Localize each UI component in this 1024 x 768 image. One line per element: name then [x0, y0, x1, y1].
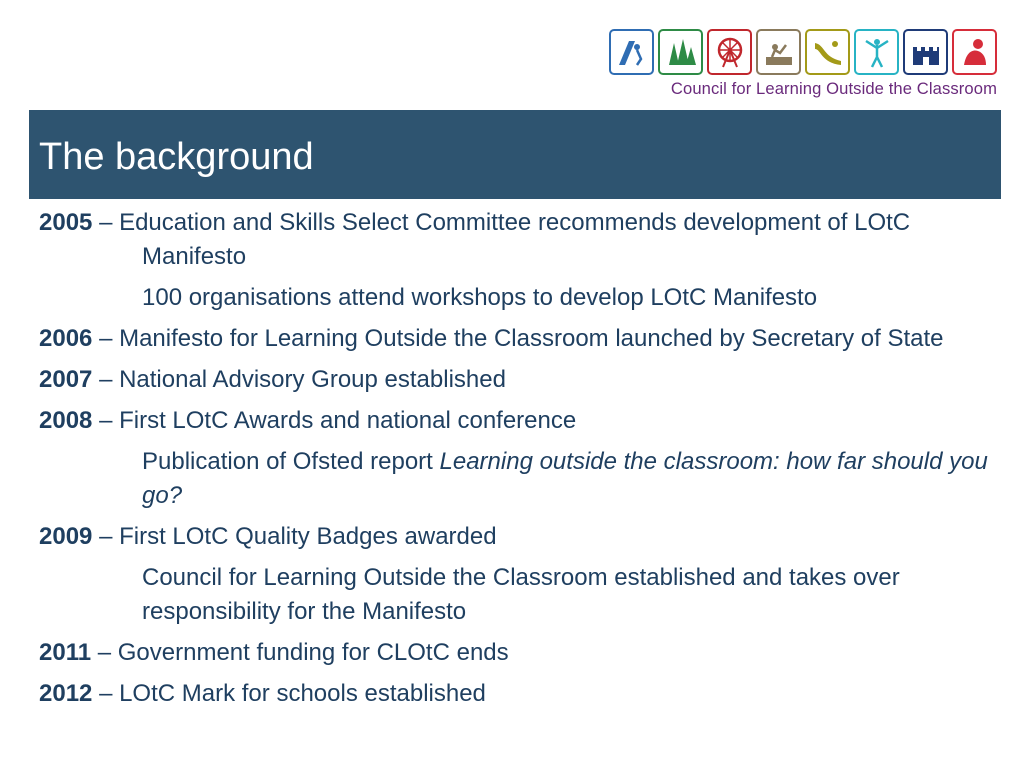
archaeology-icon: [756, 29, 801, 75]
timeline-entry: [39, 677, 999, 711]
timeline-year: 2012: [39, 680, 93, 707]
timeline-entry: [39, 363, 999, 397]
timeline-list: [39, 206, 999, 711]
timeline-year: 2008: [39, 407, 93, 434]
castle-icon: [903, 29, 948, 75]
timeline-year: 2009: [39, 523, 93, 550]
timeline-entry: [39, 206, 999, 315]
timeline-year: 2005: [39, 209, 93, 236]
timeline-entry: [39, 322, 999, 356]
timeline-main-line: [39, 636, 999, 670]
timeline-main-line: [39, 677, 999, 711]
timeline-year: 2007: [39, 366, 93, 393]
timeline-main-line: [39, 520, 999, 554]
ferris-wheel-icon: [707, 29, 752, 75]
climber-icon: [609, 29, 654, 75]
timeline-text: – First LOtC Quality Badges awarded: [99, 523, 497, 550]
riverbank-icon: [805, 29, 850, 75]
timeline-text: – Manifesto for Learning Outside the Classroom launched by Secretary of State: [99, 325, 944, 352]
timeline-text: – LOtC Mark for schools established: [99, 680, 486, 707]
timeline-sub-line: 100 organisations attend workshops to develop LOtC Manifesto: [142, 284, 818, 311]
timeline-entry: [39, 404, 999, 513]
logo-tiles: [609, 29, 997, 77]
timeline-sub-line: Council for Learning Outside the Classroom established and takes over responsibility for the Manifesto: [142, 564, 900, 625]
timeline-year: 2006: [39, 325, 93, 352]
timeline-main-line: [39, 404, 999, 438]
logo-text: Council for Learning Outside the Classroom: [670, 79, 997, 98]
forest-icon: [658, 29, 703, 75]
timeline-text: – Education and Skills Select Committee recommends development of LOtC Manifesto: [99, 209, 911, 270]
slide-title: The background: [39, 136, 314, 178]
dancer-icon: [854, 29, 899, 75]
ofsted-report-title: Learning outside the classroom: how far should you go?: [142, 448, 988, 509]
timeline-text: – National Advisory Group established: [99, 366, 506, 393]
timeline-main-line: [39, 206, 999, 274]
timeline-year: 2011: [39, 639, 92, 666]
timeline-text: – Government funding for CLOtC ends: [97, 639, 509, 666]
timeline-main-line: [39, 322, 999, 356]
timeline-sub-text: Publication of Ofsted report: [142, 448, 440, 475]
timeline-main-line: [39, 363, 999, 397]
performer-icon: [952, 29, 997, 75]
timeline-entry: [39, 636, 999, 670]
timeline-text: – First LOtC Awards and national conference: [99, 407, 577, 434]
title-bar: [29, 110, 1001, 199]
timeline-sub-line: [39, 445, 999, 513]
timeline-entry: [39, 520, 999, 629]
